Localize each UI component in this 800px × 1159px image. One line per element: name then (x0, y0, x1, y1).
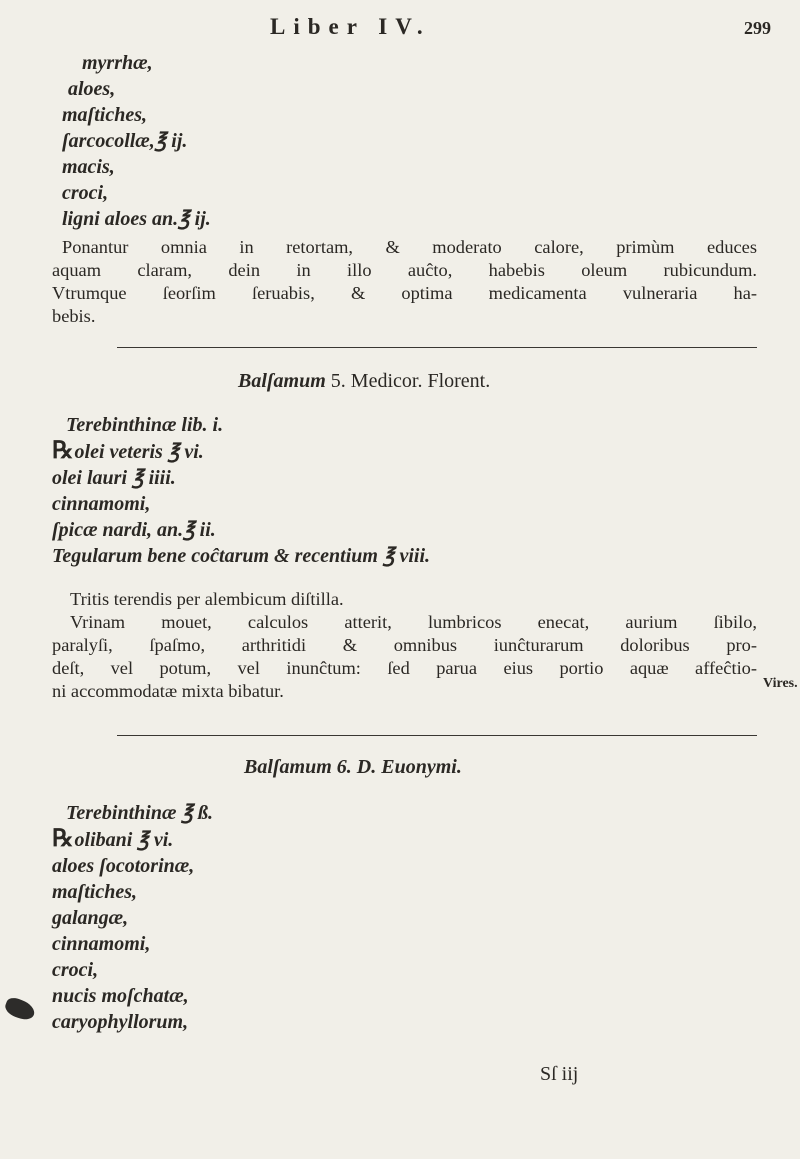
text-line: Vrinam mouet, calculos atterit, lumbricos enecat, aurium ſibilo, (70, 612, 757, 632)
ingredient-line: croci, (52, 959, 99, 981)
ingredient-line: Tegularum bene coĉtarum & recentium ℥ viii. (52, 545, 431, 567)
heading-italic: Balſamum (244, 756, 332, 778)
recipe-symbol: ℞ (52, 438, 74, 464)
text-line: bebis. (52, 306, 96, 326)
section-heading-3 (244, 756, 462, 779)
ingredient-line: cinnamomi, (52, 933, 151, 955)
section-heading-2 (238, 370, 490, 393)
page-number: 299 (744, 18, 771, 38)
ingredient-line: Terebinthinæ lib. i. (66, 414, 224, 436)
ingredient-line: nucis moſchatæ, (52, 985, 189, 1007)
ingredient-line: ſpicæ nardi, an.℥ ii. (52, 519, 216, 541)
ingredient-text: olei veteris ℥ vi. (74, 441, 204, 463)
ingredient-line: cinnamomi, (52, 493, 151, 515)
text-line: Tritis terendis per alembicum diſtilla. (70, 589, 344, 609)
text-line: ni accommodatæ mixta bibatur. (52, 681, 284, 701)
ingredient-line: ligni aloes an.℥ ij. (62, 208, 211, 230)
ingredient-list-1 (62, 50, 211, 232)
running-head (0, 14, 800, 44)
signature-mark: Sſ iij (540, 1063, 579, 1085)
ingredient-line: aloes ſocotorinæ, (52, 855, 195, 877)
ingredient-line (52, 438, 430, 465)
text-line: aquam claram, dein in illo auĉto, habebis oleum rubicundum. (52, 260, 757, 280)
ingredient-list-3 (52, 800, 213, 1035)
ingredient-line: maſtiches, (52, 881, 137, 903)
ingredient-line: myrrhæ, (82, 52, 153, 74)
heading-text: 6. D. Euonymi. (336, 756, 462, 778)
ingredient-line: maſtiches, (62, 104, 147, 126)
ingredient-text: olibani ℥ vi. (74, 829, 174, 851)
ingredient-line (52, 826, 213, 853)
heading-text: 5. Medicor. Florent. (330, 370, 491, 392)
ingredient-line: croci, (62, 182, 109, 204)
text-line: Ponantur omnia in retortam, & moderato calore, primùm educes (62, 237, 757, 257)
ingredient-line: Terebinthinæ ℥ ß. (66, 802, 213, 824)
ingredient-line: galangæ, (52, 907, 129, 929)
text-line: deſt, vel potum, vel inunĉtum: ſed parua eius portio aquæ affeĉtio- (52, 658, 757, 678)
ingredient-line: caryophyllorum, (52, 1011, 189, 1033)
instruction-paragraph-2 (52, 588, 757, 703)
recipe-symbol: ℞ (52, 826, 74, 852)
section-divider (117, 347, 757, 348)
ingredient-list-2 (52, 412, 430, 569)
text-line: Vtrumque ſeorſim ſeruabis, & optima medicamenta vulneraria ha- (52, 283, 757, 303)
ingredient-line: olei lauri ℥ iiii. (52, 467, 176, 489)
text-line: paralyſi, ſpaſmo, arthritidi & omnibus iunĉturarum doloribus pro- (52, 635, 757, 655)
instruction-paragraph-1 (52, 236, 757, 328)
running-title: Liber IV. (270, 14, 431, 39)
ingredient-line: macis, (62, 156, 115, 178)
section-divider (117, 735, 757, 736)
margin-note: Vires. (763, 676, 798, 691)
ink-stain (3, 995, 37, 1022)
ingredient-line: ſarcocollæ,℥ ij. (62, 130, 188, 152)
heading-italic: Balſamum (238, 370, 326, 392)
ingredient-line: aloes, (68, 78, 116, 100)
